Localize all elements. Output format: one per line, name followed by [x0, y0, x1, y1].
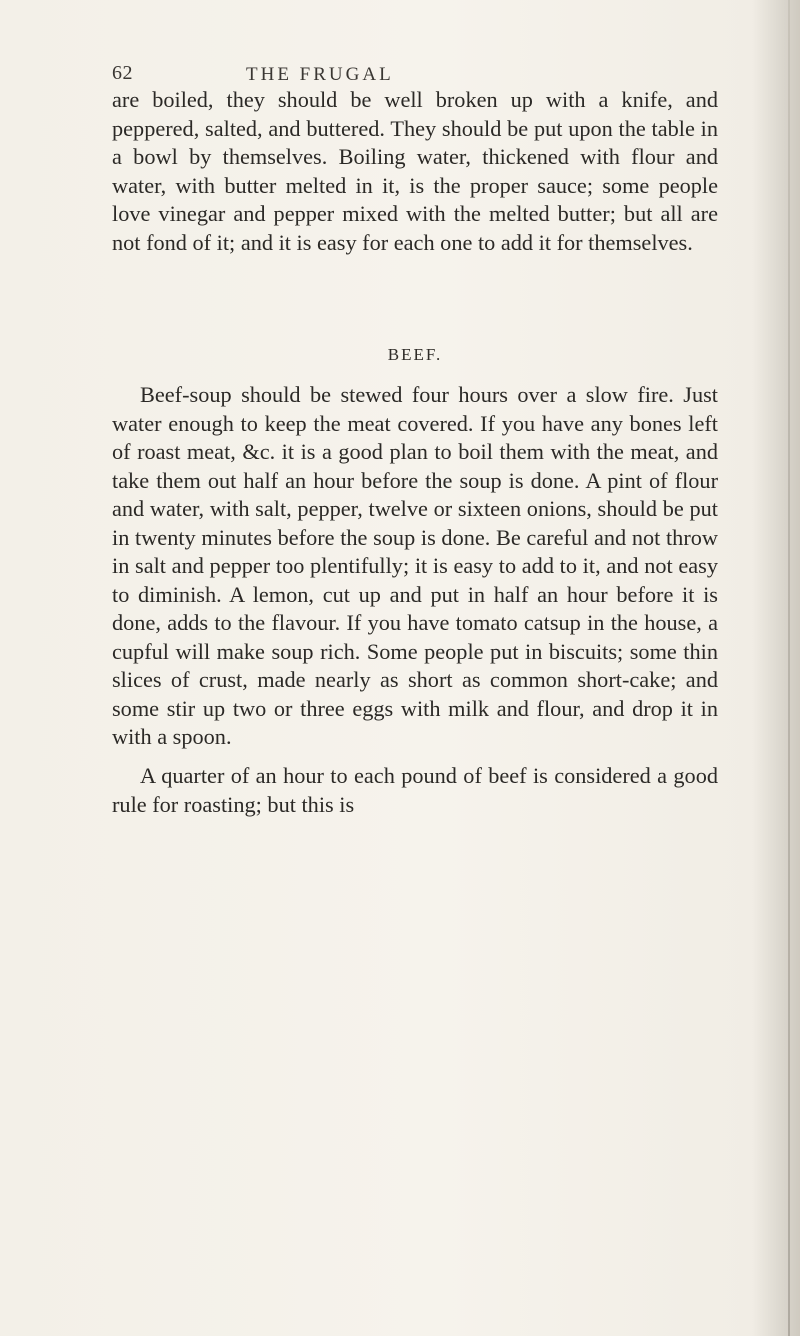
page-header	[112, 62, 712, 88]
page-number: 62	[112, 62, 133, 84]
paragraph-beef-soup: Beef-soup should be stewed four hours over a slow fire. Just water enough to keep the meat covered. If you have any bones left of roast meat, &c. it is a good plan to boil them with the meat, and take them out half an hour before the soup is done. A pint of flour and water, with salt, pepper, twelve or sixteen onions, should be put in twenty minutes before the soup is done. Be careful and not throw in salt and pepper too plentifully; it is easy to add to it, and not easy to diminish. A lemon, cut up and put in half an hour before it is done, adds to the flavour. If you have tomato catsup in the house, a cupful will make soup rich. Some people put in biscuits; some thin slices of crust, made nearly as short as common short-cake; and some stir up two or three eggs with milk and flour, and drop it in with a spoon.	[112, 382, 718, 749]
paragraph-roasting: A quarter of an hour to each pound of beef is considered a good rule for roasting; but this is	[112, 763, 718, 817]
page-edge-shadow	[788, 0, 790, 1336]
paragraph-intro: are boiled, they should be well broken up with a knife, and peppered, salted, and buttered. They should be put upon the table in a bowl by themselves. Boiling water, thickened with flour and water, with butter melted in it, is the proper sauce; some people love vinegar and pepper mixed with the melted butter; but all are not fond of it; and it is easy for each one to add it for themselves.	[112, 87, 718, 255]
running-head: THE FRUGAL	[246, 64, 394, 85]
section-heading-beef: BEEF.	[387, 345, 443, 364]
